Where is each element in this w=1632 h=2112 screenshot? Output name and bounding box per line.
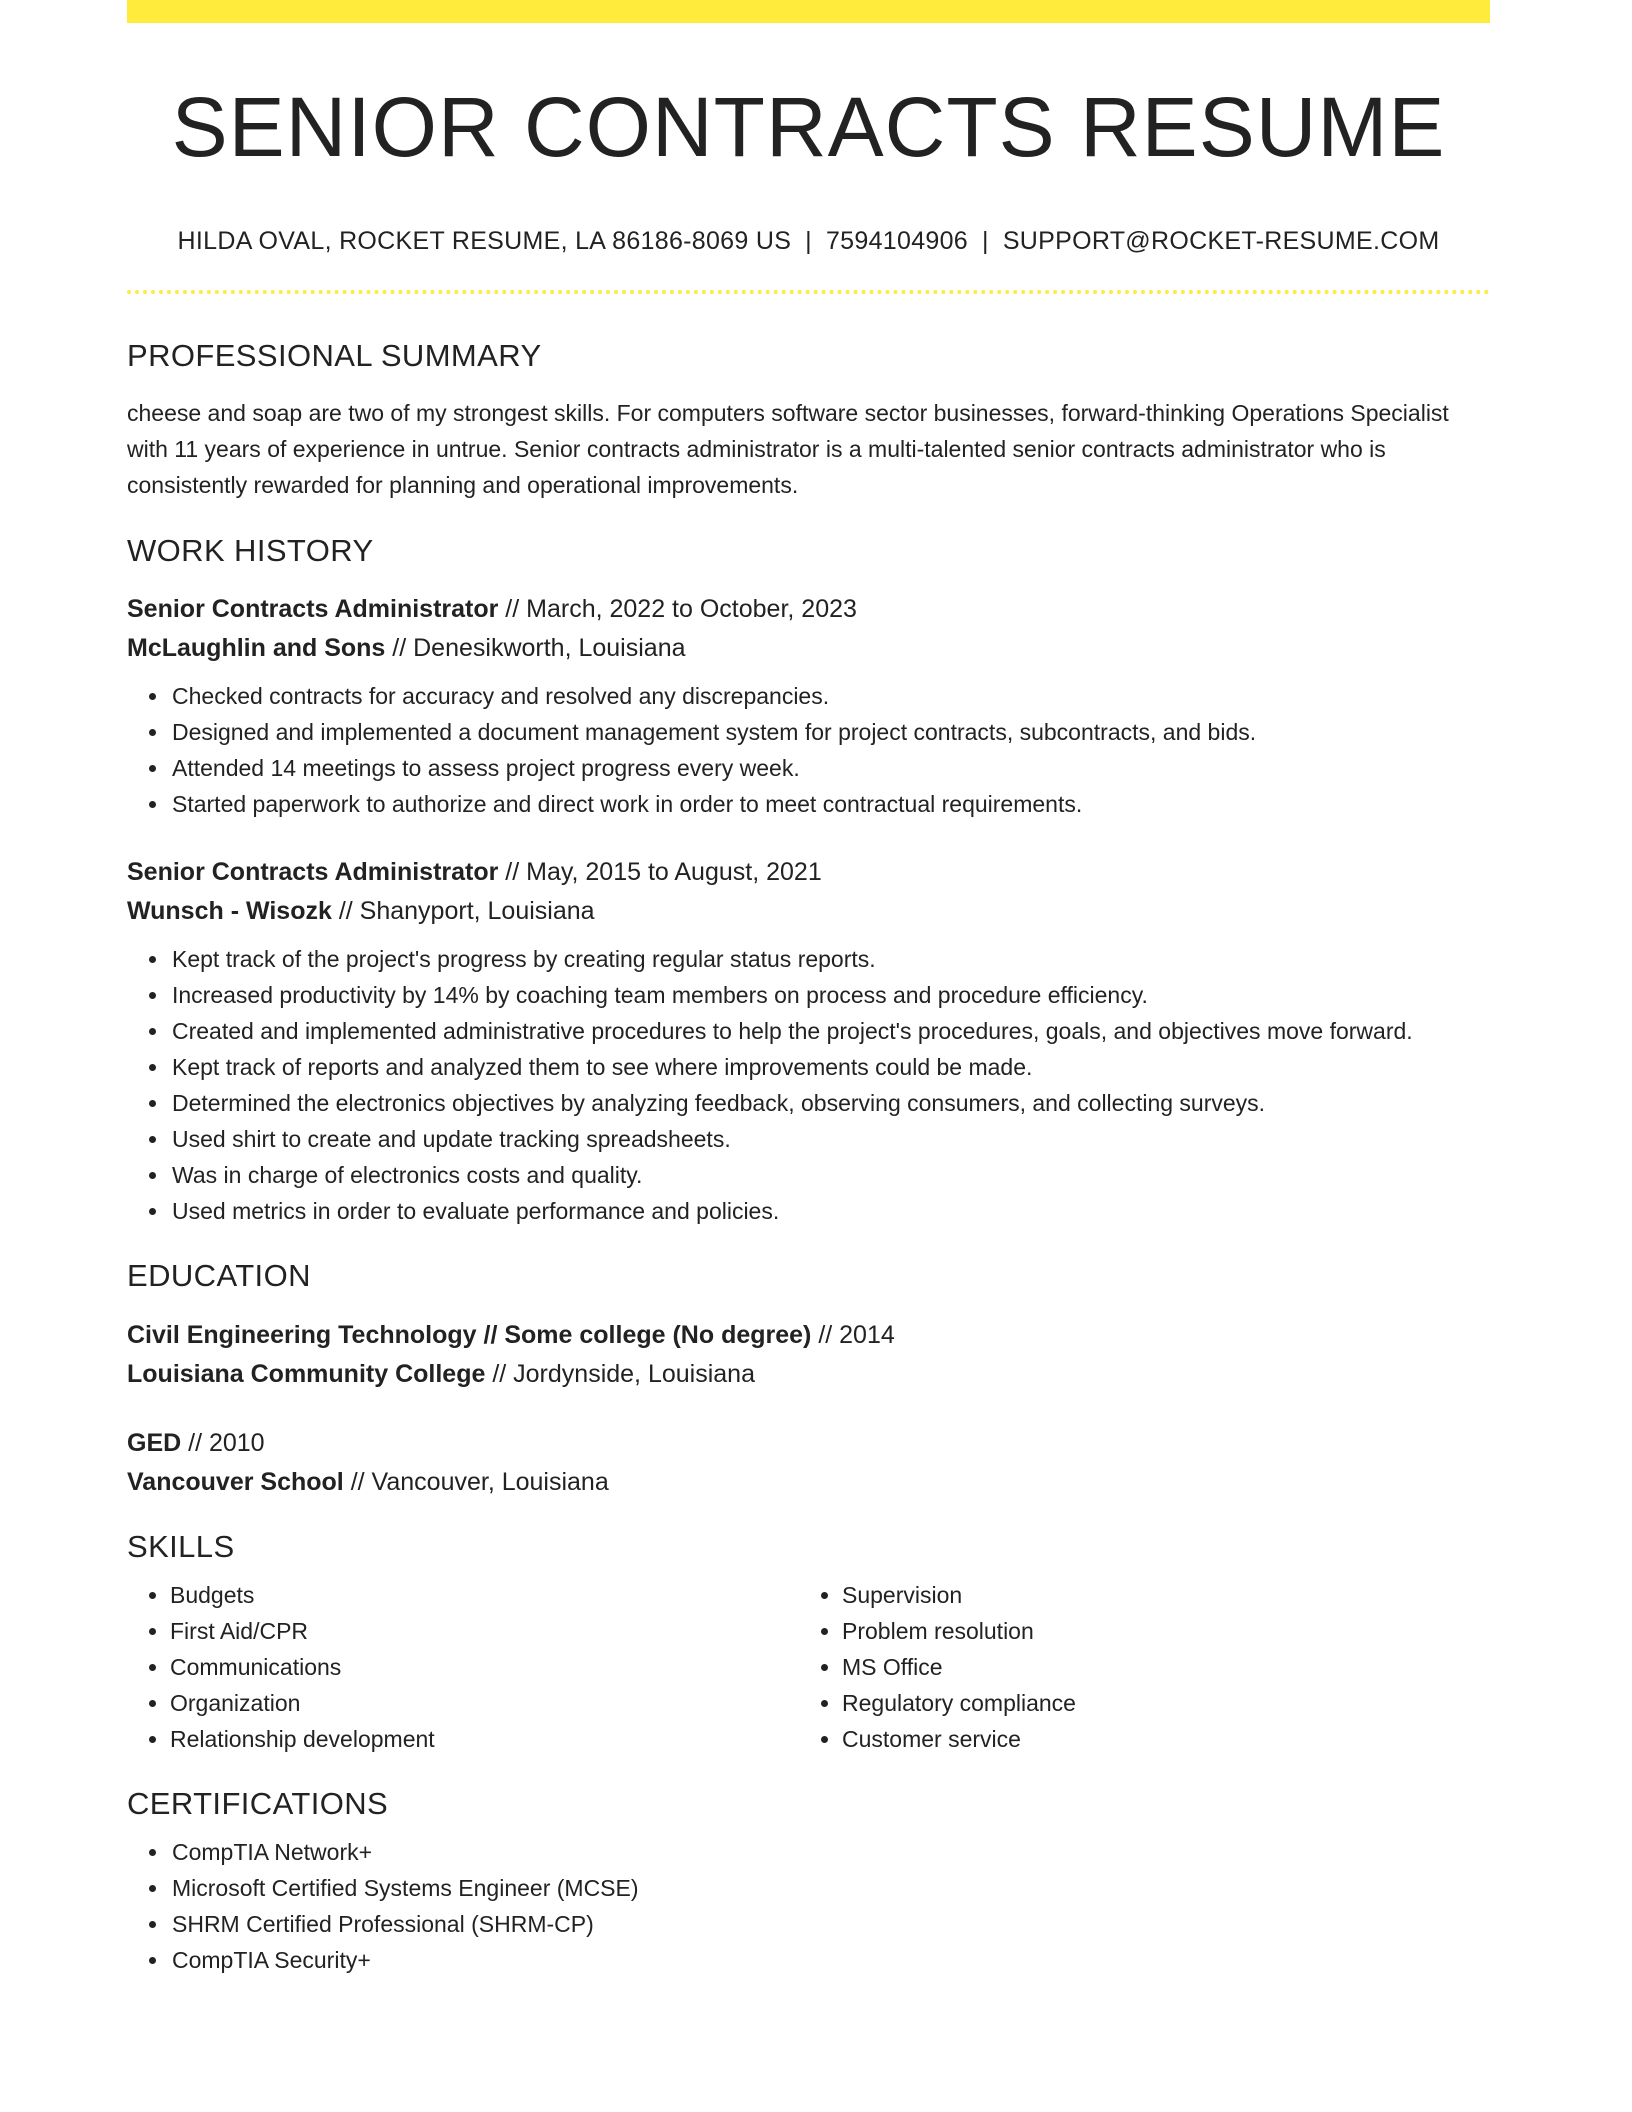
job-entry <box>127 590 1490 822</box>
job-bullet: • Used shirt to create and update tracking spreadsheets. <box>170 1121 1490 1157</box>
education-year: // 2014 <box>811 1321 895 1350</box>
contact-phone: 7594104906 <box>825 227 969 256</box>
education-degree-line <box>127 1424 1490 1463</box>
job-dates: // March, 2022 to October, 2023 <box>498 595 857 624</box>
job-bullet: • Kept track of reports and analyzed them to see where improvements could be made. <box>170 1049 1490 1085</box>
skill-item: • Communications <box>170 1649 799 1685</box>
job-bullet: • Kept track of the project's progress by creating regular status reports. <box>170 941 1490 977</box>
job-bullet: • Determined the electronics objectives by analyzing feedback, observing consumers, and collecting surveys. <box>170 1085 1490 1121</box>
section-heading-work: WORK HISTORY <box>127 533 374 569</box>
skill-item: • MS Office <box>842 1649 1471 1685</box>
skill-item: • Organization <box>170 1685 799 1721</box>
education-degree: GED <box>127 1429 182 1458</box>
accent-bar <box>127 0 1490 23</box>
job-bullet: • Checked contracts for accuracy and resolved any discrepancies. <box>170 678 1490 714</box>
job-bullet: • Attended 14 meetings to assess project progress every week. <box>170 750 1490 786</box>
skill-item: • Regulatory compliance <box>842 1685 1471 1721</box>
skills-columns <box>127 1577 1490 1757</box>
dotted-divider <box>127 290 1490 294</box>
skill-item: • First Aid/CPR <box>170 1613 799 1649</box>
certification-item: • CompTIA Network+ <box>170 1834 1490 1870</box>
certification-item: • CompTIA Security+ <box>170 1942 1490 1978</box>
contact-line <box>127 227 1490 256</box>
education-location: // Vancouver, Louisiana <box>343 1468 609 1497</box>
resume-title: SENIOR CONTRACTS RESUME <box>171 80 1446 174</box>
education-school-line <box>127 1463 1490 1502</box>
section-heading-certifications: CERTIFICATIONS <box>127 1786 389 1822</box>
job-bullet: • Used metrics in order to evaluate performance and policies. <box>170 1193 1490 1229</box>
education-degree-line <box>127 1316 1490 1355</box>
job-bullet: • Increased productivity by 14% by coaching team members on process and procedure efficiency. <box>170 977 1490 1013</box>
certification-item: • Microsoft Certified Systems Engineer (MCSE) <box>170 1870 1490 1906</box>
skill-item: • Customer service <box>842 1721 1471 1757</box>
education-school-line <box>127 1355 1490 1394</box>
job-title: Senior Contracts Administrator <box>127 595 499 624</box>
job-location: // Denesikworth, Louisiana <box>385 634 686 663</box>
resume-page <box>127 0 1490 1978</box>
section-heading-education: EDUCATION <box>127 1258 311 1294</box>
education-school: Vancouver School <box>127 1468 344 1497</box>
job-bullets <box>127 941 1490 1229</box>
contact-address: HILDA OVAL, ROCKET RESUME, LA 86186-8069 US <box>177 227 792 256</box>
skill-item: • Supervision <box>842 1577 1471 1613</box>
job-bullet: • Was in charge of electronics costs and quality. <box>170 1157 1490 1193</box>
skills-list-right <box>799 1577 1471 1757</box>
skill-item: • Relationship development <box>170 1721 799 1757</box>
education-location: // Jordynside, Louisiana <box>485 1360 755 1389</box>
skills-list-left <box>127 1577 799 1757</box>
job-bullet: • Created and implemented administrative procedures to help the project's procedures, goals, and objectives move forward. <box>170 1013 1490 1049</box>
job-bullet: • Designed and implemented a document management system for project contracts, subcontracts, and bids. <box>170 714 1490 750</box>
contact-email: SUPPORT@ROCKET-RESUME.COM <box>1002 227 1440 256</box>
education-entry <box>127 1316 1490 1394</box>
skill-item: • Problem resolution <box>842 1613 1471 1649</box>
education-degree: Civil Engineering Technology // Some college (No degree) <box>127 1321 812 1350</box>
job-title-line <box>127 590 1490 629</box>
education-year: // 2010 <box>181 1429 265 1458</box>
job-title: Senior Contracts Administrator <box>127 858 499 887</box>
certification-item: • SHRM Certified Professional (SHRM-CP) <box>170 1906 1490 1942</box>
job-entry <box>127 853 1490 1229</box>
contact-separator: | <box>805 227 812 256</box>
section-heading-summary: PROFESSIONAL SUMMARY <box>127 338 542 374</box>
education-school: Louisiana Community College <box>127 1360 486 1389</box>
job-company-line <box>127 892 1490 931</box>
summary-text: cheese and soap are two of my strongest skills. For computers software sector businesses, forward-thinking Operations Specialist with 11 years of experience in untrue. Senior contracts administrator is a multi-talented senior contracts administrator who is consistently rewarded for planning and operational improvements. <box>127 400 1449 499</box>
contact-separator: | <box>982 227 989 256</box>
section-heading-skills: SKILLS <box>127 1529 235 1565</box>
education-entry <box>127 1424 1490 1502</box>
job-bullet: • Started paperwork to authorize and direct work in order to meet contractual requirements. <box>170 786 1490 822</box>
job-company-line <box>127 629 1490 668</box>
job-location: // Shanyport, Louisiana <box>331 897 595 926</box>
job-title-line <box>127 853 1490 892</box>
job-company: McLaughlin and Sons <box>127 634 386 663</box>
job-dates: // May, 2015 to August, 2021 <box>498 858 822 887</box>
job-company: Wunsch - Wisozk <box>127 897 332 926</box>
skill-item: • Budgets <box>170 1577 799 1613</box>
job-bullets <box>127 678 1490 822</box>
certifications-list <box>127 1834 1490 1978</box>
